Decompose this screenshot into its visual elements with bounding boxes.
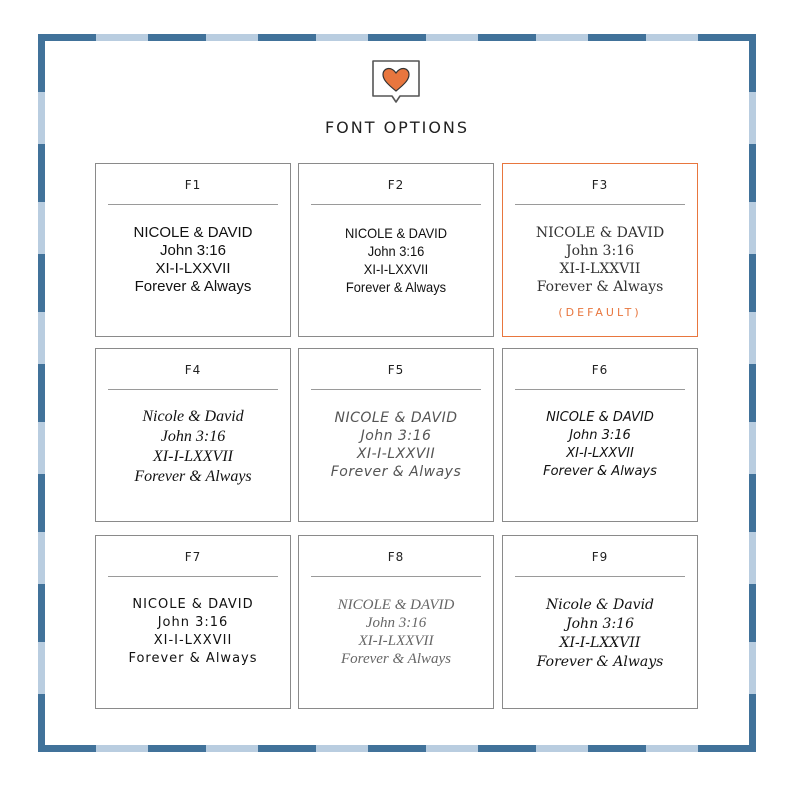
sample-line-verse: John 3:16 xyxy=(566,616,634,632)
font-option-card-f9[interactable] xyxy=(502,535,698,709)
font-option-label: F5 xyxy=(387,363,405,377)
sample-line-phrase: Forever & Always xyxy=(543,464,657,479)
frame-bottom-border xyxy=(38,745,756,752)
sample-line-verse: John 3:16 xyxy=(569,428,631,443)
sample-line-verse: John 3:16 xyxy=(157,615,229,630)
sample-line-phrase: Forever & Always xyxy=(341,651,451,667)
font-option-label: F4 xyxy=(184,363,202,377)
font-option-card-f2[interactable] xyxy=(298,163,494,337)
font-sample xyxy=(307,224,485,296)
font-sample xyxy=(299,409,493,481)
sample-line-verse: John 3:16 xyxy=(365,615,427,631)
sample-line-date: XI-I-LXXVII xyxy=(566,446,634,461)
frame-top-border xyxy=(38,34,756,41)
sample-line-date: XI-I-LXXVII xyxy=(153,633,233,648)
sample-line-date: XI-I-LXXVII xyxy=(559,635,641,651)
sample-line-phrase: Forever & Always xyxy=(128,651,258,666)
font-option-card-f5[interactable] xyxy=(298,348,494,522)
sample-line-date: XI-I-LXXVII xyxy=(155,260,231,277)
divider xyxy=(311,389,481,390)
font-option-label: F7 xyxy=(184,550,202,564)
font-option-card-f8[interactable] xyxy=(298,535,494,709)
font-option-label: F9 xyxy=(591,550,609,564)
divider xyxy=(515,204,685,205)
frame-left-border xyxy=(38,34,45,752)
divider xyxy=(108,576,278,577)
sample-line-names: Nicole & David xyxy=(545,597,655,613)
sample-line-names: NICOLE & DAVID xyxy=(334,410,458,426)
font-sample xyxy=(299,596,493,668)
font-option-label: F3 xyxy=(591,178,609,192)
sample-line-phrase: Forever & Always xyxy=(536,279,664,295)
sample-line-phrase: Forever & Always xyxy=(536,654,664,670)
sample-line-names: NICOLE & DAVID xyxy=(133,224,253,241)
font-option-label: F6 xyxy=(591,363,609,377)
sample-line-date: XI-I-LXXVII xyxy=(358,633,434,649)
sample-line-phrase: Forever & Always xyxy=(134,278,252,295)
sample-line-phrase: Forever & Always xyxy=(330,464,462,480)
sample-line-verse: John 3:16 xyxy=(360,428,432,444)
sample-line-date: XI-I-LXXVII xyxy=(559,261,641,277)
font-option-card-f6[interactable] xyxy=(502,348,698,522)
font-option-label: F2 xyxy=(387,178,405,192)
font-option-label: F1 xyxy=(184,178,202,192)
font-option-card-f7[interactable] xyxy=(95,535,291,709)
font-sample xyxy=(503,596,697,672)
divider xyxy=(108,389,278,390)
font-sample xyxy=(96,224,290,296)
frame-right-border xyxy=(749,34,756,752)
sample-line-verse: John 3:16 xyxy=(566,243,634,259)
sample-line-verse: John 3:16 xyxy=(160,428,226,445)
font-option-card-f1[interactable] xyxy=(95,163,291,337)
sample-line-verse: John 3:16 xyxy=(367,243,425,259)
sample-line-names: Nicole & David xyxy=(142,408,244,425)
sample-line-names: NICOLE & DAVID xyxy=(337,597,455,613)
font-sample xyxy=(503,224,697,296)
font-option-label: F8 xyxy=(387,550,405,564)
divider xyxy=(515,389,685,390)
sample-line-verse: John 3:16 xyxy=(160,242,226,259)
divider xyxy=(311,204,481,205)
page-title: FONT OPTIONS xyxy=(324,118,470,137)
font-sample xyxy=(96,407,290,487)
divider xyxy=(515,576,685,577)
divider xyxy=(108,204,278,205)
sample-line-names: NICOLE & DAVID xyxy=(546,410,654,425)
sample-line-date: XI-I-LXXVII xyxy=(363,261,429,277)
sample-line-names: NICOLE & DAVID xyxy=(344,225,448,241)
sample-line-names: NICOLE & DAVID xyxy=(535,225,665,241)
font-option-card-f3[interactable] xyxy=(502,163,698,337)
font-sample xyxy=(96,596,290,668)
sample-line-date: XI-I-LXXVII xyxy=(153,448,233,465)
font-sample xyxy=(503,409,697,481)
font-option-card-f4[interactable] xyxy=(95,348,291,522)
default-badge: (DEFAULT) xyxy=(558,306,642,319)
heart-speech-bubble-icon xyxy=(370,58,422,110)
sample-line-phrase: Forever & Always xyxy=(134,468,252,485)
sample-line-phrase: Forever & Always xyxy=(345,279,447,295)
sample-line-date: XI-I-LXXVII xyxy=(356,446,436,462)
sample-line-names: NICOLE & DAVID xyxy=(132,597,254,612)
divider xyxy=(311,576,481,577)
